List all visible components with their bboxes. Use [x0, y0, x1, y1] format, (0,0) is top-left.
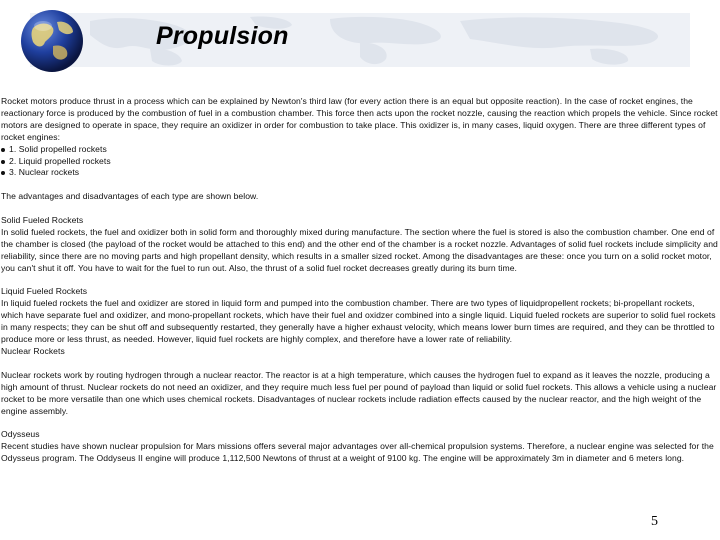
- liquid-heading: Liquid Fueled Rockets: [1, 286, 88, 297]
- globe-icon: [19, 8, 85, 74]
- solid-heading: Solid Fueled Rockets: [1, 215, 84, 226]
- slide-title: Propulsion: [156, 22, 289, 50]
- odysseus-heading: Odysseus: [1, 429, 40, 440]
- odysseus-paragraph: Recent studies have shown nuclear propulsion for Mars missions offers several major advantages over all-chemical propulsion systems. Therefore, a nuclear engine was selected for the Odysseus program. The Oddyseus II engine will produce 1,112,500 Newtons of thrust at a weight of 9100 kg. The engine will be approximately 3m in diameter and 6 meters long.: [1, 441, 714, 464]
- intro-paragraph: Rocket motors produce thrust in a process which can be explained by Newton's third law (for every action there is an equal but opposite reaction). In the case of rocket engines, the reactionary force is produced by the combustion of fuel in a combustion chamber. This force then acts upon the rocket nozzle, causing the reaction which propels the vehicle. Since rocket motors are designed to operate in space, they require an oxidizer in order for combustion to take place. This oxidizer is, in many cases, liquid oxygen. There are three different types of rocket engines:: [1, 96, 718, 142]
- list-item: 1. Solid propelled rockets: [1, 144, 719, 156]
- nuclear-paragraph: Nuclear rockets work by routing hydrogen through a nuclear reactor. The reactor is at a high temperature, which causes the hydrogen fuel to expand as it leaves the nozzle, producing a high amount of thrust. Nuclear rockets do not need an oxidizer, and they require much less fuel per pound of payload than liquid or solid fuel rockets. This allows a vehicle using a nuclear rocket to be more versatile than one which uses chemical rockets. Disadvantages of nuclear rockets include radiation effects caused by the nuclear reactor, and the high weight of the engine assembly.: [1, 369, 717, 416]
- page-number: 5: [651, 514, 658, 529]
- engine-types-list: [1, 144, 719, 180]
- list-item: 3. Nuclear rockets: [1, 167, 719, 179]
- liquid-paragraph: In liquid fueled rockets the fuel and oxidizer are stored in liquid form and pumped into the combustion chamber. There are two types of liquidpropellent rockets; bi-propellant rockets, which have separate fuel and oxidizer, and mono-propellant rockets, which have their fuel and oxidzer combined into a single liquid. Liquid fueled rockets are superior to solid fuel rockets in many respects; they can be shut off and subsequently restarted, they generally have a higher exhaust velocity, which means lower burn times are required, and they can be throttled to produce more or less thrust, as needed. However, liquid fuel rockets are highly complex, and therefore have a lower rate of reliability.: [1, 298, 716, 345]
- list-item: 2. Liquid propelled rockets: [1, 156, 719, 168]
- world-map-watermark: [30, 13, 690, 67]
- slide-body: [1, 96, 719, 465]
- solid-paragraph: In solid fueled rockets, the fuel and oxidizer both in solid form and thoroughly mixed during manufacture. The section where the fuel is stored is also the combustion chamber. One end of the chamber is closed (the payload of the rocket would be attached to this end) and the other end of the chamber is a rocket nozzle. Advantages of solid fuel rockets include simplicity and reliability, since there are no moving parts and high propellant density, which results in a smaller sized rocket. Among the disadvantages are these: once you turn on a solid rocket motor, you can't shut it off. You have to wait for the fuel to run out. Also, the thrust of a solid fuel rocket decreases greatly during its burn time.: [1, 226, 718, 273]
- advantages-intro: The advantages and disadvantages of each type are shown below.: [1, 191, 259, 202]
- title-banner: [30, 13, 690, 67]
- nuclear-heading: Nuclear Rockets: [1, 345, 65, 356]
